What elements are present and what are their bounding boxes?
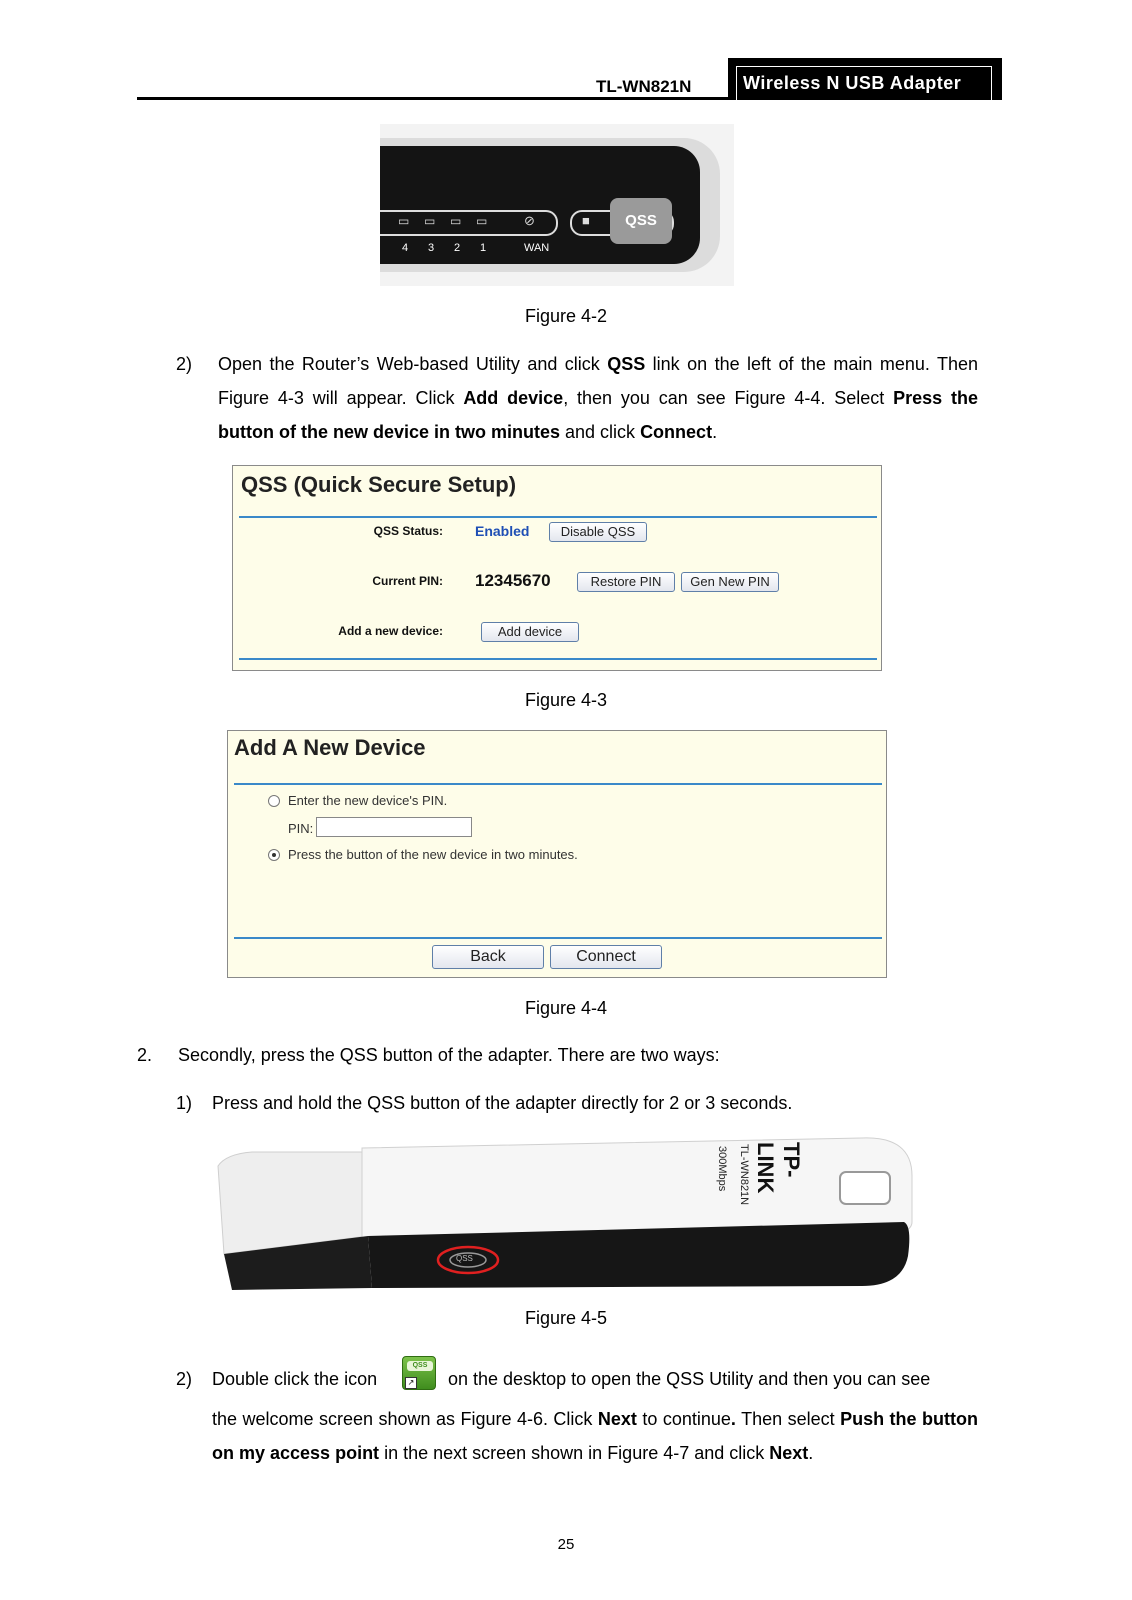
- title-rule: [239, 516, 877, 518]
- step-2-paragraph: Open the Router’s Web-based Utility and click QSS link on the left of the main menu. Then Figure 4-3 will appear. Click Add device, then you can see Figure 4-4. Select Press the button of the new device in two minutes and click Connect.: [218, 354, 978, 442]
- router-qss-button: QSS: [610, 198, 672, 244]
- usb-model-label: TL-WN821N: [738, 1144, 750, 1206]
- way-2-paragraph: the welcome screen shown as Figure 4-6. Click Next to continue. Then select Push the button on my access point in the next screen shown in Figure 4-7 and click Next.: [212, 1409, 978, 1463]
- qss-status-label: QSS Status:: [373, 524, 443, 538]
- figure-caption: Figure 4-2: [524, 306, 608, 326]
- usb-brand-label: TP-LINK: [753, 1142, 804, 1194]
- port-label: 4: [402, 242, 409, 254]
- qss-setup-panel: [232, 465, 882, 671]
- pin-input[interactable]: [316, 817, 472, 837]
- push-button-option-radio[interactable]: [268, 849, 280, 861]
- header-product: Wireless N USB Adapter: [736, 66, 992, 100]
- qss-icon-label: QSS: [407, 1361, 433, 1371]
- lan-led-icon: ▭: [450, 214, 462, 228]
- way-number: 2): [176, 1369, 193, 1389]
- qss-setup-title: QSS (Quick Secure Setup): [241, 472, 517, 497]
- radio-selected-dot: [272, 853, 276, 857]
- lan-led-icon: ▭: [424, 214, 436, 228]
- add-device-button[interactable]: Add device: [481, 622, 579, 642]
- section-number: 2.: [137, 1045, 153, 1065]
- qss-status-value: Enabled: [475, 523, 530, 539]
- current-pin-value: 12345670: [475, 571, 551, 590]
- page-number: 25: [557, 1536, 575, 1553]
- figure-caption: Figure 4-3: [524, 690, 608, 710]
- lan-led-icon: ▭: [398, 214, 410, 228]
- lan-led-icon: ▭: [476, 214, 488, 228]
- usb-qss-button-label: QSS: [456, 1254, 473, 1263]
- push-button-option-label: Press the button of the new device in two minutes.: [288, 847, 578, 862]
- usb-speed-label: 300Mbps: [716, 1146, 728, 1192]
- qss-utility-desktop-icon: [402, 1356, 436, 1390]
- bottom-rule: [234, 937, 882, 939]
- shortcut-arrow-icon: ↗: [405, 1377, 417, 1389]
- section-2-text: Secondly, press the QSS button of the adapter. There are two ways:: [178, 1045, 720, 1065]
- port-label: 1: [480, 242, 487, 254]
- step-number: 2): [176, 354, 193, 374]
- add-new-device-panel: [227, 730, 887, 978]
- restore-pin-button[interactable]: Restore PIN: [577, 572, 675, 592]
- usb-adapter-illustration: [212, 1136, 914, 1292]
- wan-label: WAN: [524, 242, 550, 254]
- gen-new-pin-button[interactable]: Gen New PIN: [681, 572, 779, 592]
- lock-icon: ■: [582, 213, 590, 228]
- globe-icon: ⊘: [524, 213, 535, 228]
- title-rule: [234, 783, 882, 785]
- header-model: TL-WN821N: [596, 77, 692, 96]
- pin-option-radio[interactable]: [268, 795, 280, 807]
- figure-caption: Figure 4-5: [524, 1308, 608, 1328]
- way-number: 1): [176, 1093, 193, 1113]
- figure-caption: Figure 4-4: [524, 998, 608, 1018]
- current-pin-label: Current PIN:: [372, 574, 443, 588]
- connect-button[interactable]: Connect: [550, 945, 662, 969]
- add-new-device-label: Add a new device:: [338, 624, 443, 638]
- router-front-panel-image: [380, 124, 734, 286]
- disable-qss-button[interactable]: Disable QSS: [549, 522, 647, 542]
- add-new-device-title: Add A New Device: [234, 735, 426, 760]
- way-1-text: Press and hold the QSS button of the adapter directly for 2 or 3 seconds.: [212, 1093, 793, 1113]
- port-label: 2: [454, 242, 461, 254]
- router-body: [380, 146, 700, 264]
- usb-adapter-image: [212, 1136, 914, 1292]
- pin-option-label: Enter the new device's PIN.: [288, 793, 448, 808]
- back-button[interactable]: Back: [432, 945, 544, 969]
- way-2-text-cont: on the desktop to open the QSS Utility and then you can see: [448, 1369, 931, 1389]
- bottom-rule: [239, 658, 877, 660]
- router-port-indicator-bar: [380, 210, 558, 236]
- port-label: 3: [428, 242, 435, 254]
- pin-label: PIN:: [288, 821, 314, 836]
- way-2-text-start: Double click the icon: [212, 1369, 378, 1389]
